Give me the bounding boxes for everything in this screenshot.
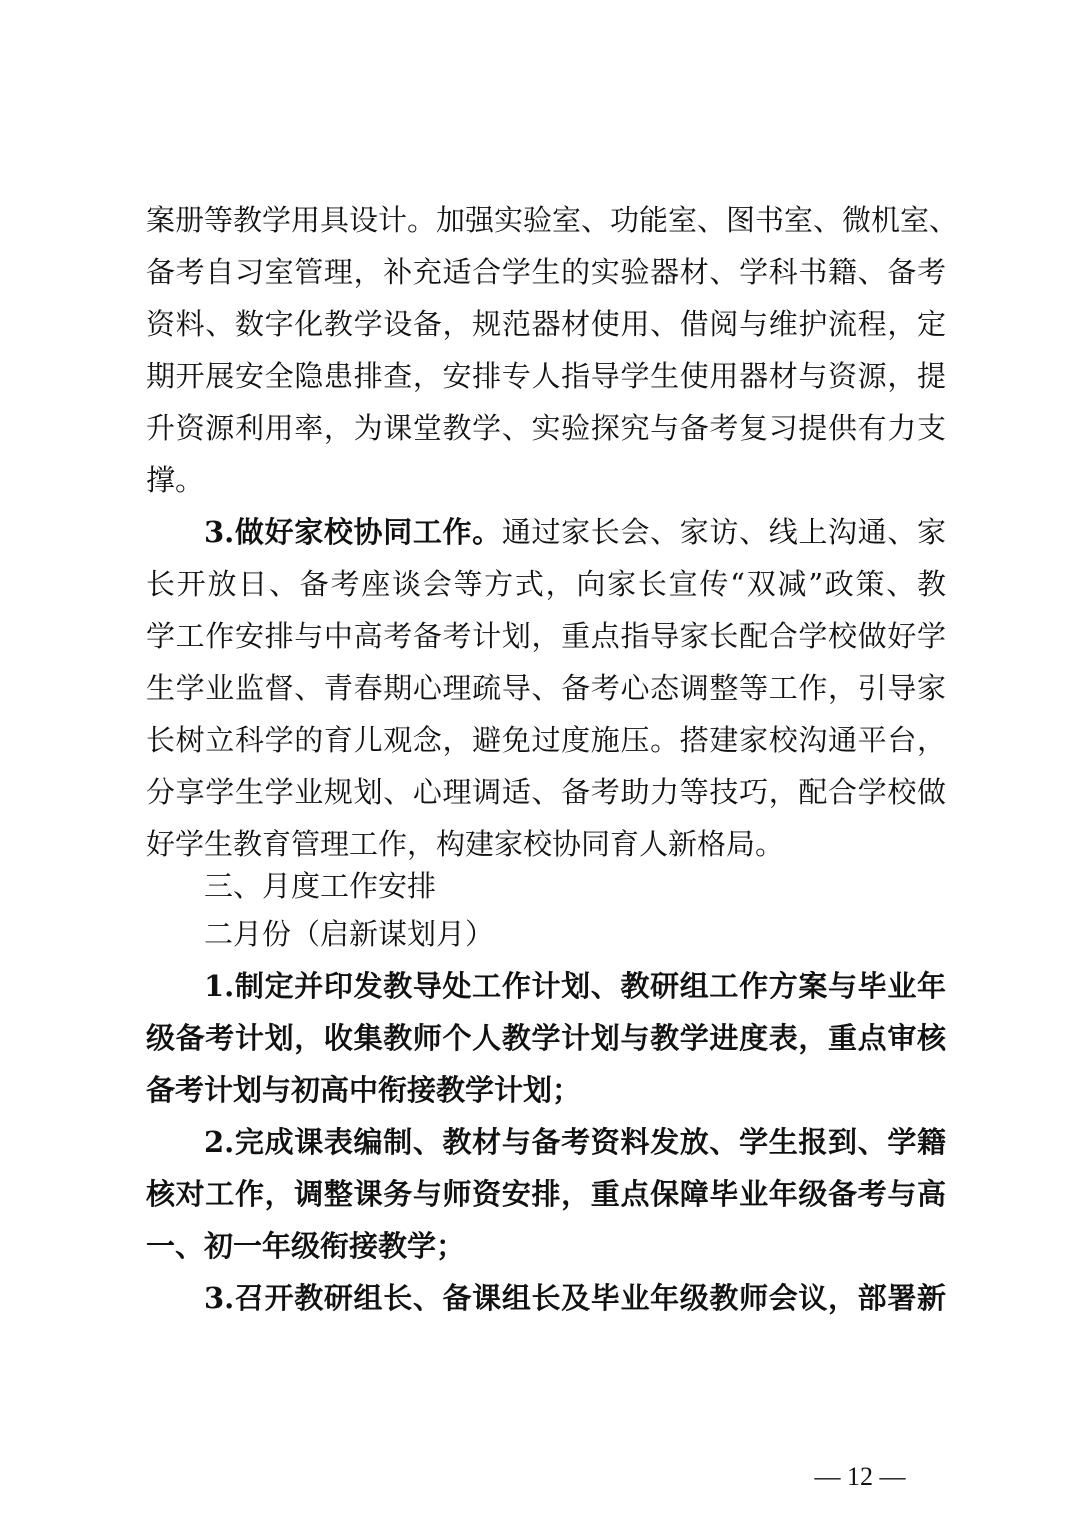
paragraph-line: 升资源利用率，为课堂教学、实验探究与备考复习提供有力支 xyxy=(146,411,946,445)
item-line: 一、初一年级衔接教学； xyxy=(146,1229,466,1263)
paragraph-line: 长树立科学的育儿观念，避免过度施压。搭建家校沟通平台， xyxy=(146,723,946,757)
item-first-line: 1.制定并印发教导处工作计划、教研组工作方案与毕业年 xyxy=(204,969,946,1003)
item-line: 级备考计划，收集教师个人教学计划与教学进度表，重点审核 xyxy=(146,1021,946,1055)
item-heading: 3.做好家校协同工作。 xyxy=(204,515,502,549)
paragraph-line: 撑。 xyxy=(146,463,205,497)
month-heading: 二月份（启新谋划月） xyxy=(204,917,495,951)
item-text: 通过家长会、家访、线上沟通、家 xyxy=(501,515,946,549)
paragraph-line: 分享学生学业规划、心理调适、备考助力等技巧，配合学校做 xyxy=(146,775,946,809)
item-first-line: 3.召开教研组长、备课组长及毕业年级教师会议，部署新 xyxy=(204,1281,946,1315)
paragraph-line: 好学生教育管理工作，构建家校协同育人新格局。 xyxy=(146,827,785,861)
item-line: 核对工作，调整课务与师资安排，重点保障毕业年级备考与高 xyxy=(146,1177,946,1211)
section-heading: 三、月度工作安排 xyxy=(204,869,437,903)
paragraph-line: 案册等教学用具设计。加强实验室、功能室、图书室、微机室、 xyxy=(146,203,959,237)
item-first-line: 2.完成课表编制、教材与备考资料发放、学生报到、学籍 xyxy=(204,1125,946,1159)
page-number: — 12 — xyxy=(814,1462,906,1491)
paragraph-line: 生学业监督、青春期心理疏导、备考心态调整等工作，引导家 xyxy=(146,671,946,705)
item-line: 备考计划与初高中衔接教学计划； xyxy=(146,1073,582,1107)
paragraph-line: 期开展安全隐患排查，安排专人指导学生使用器材与资源，提 xyxy=(146,359,946,393)
paragraph-line: 学工作安排与中高考备考计划，重点指导家长配合学校做好学 xyxy=(146,619,946,653)
paragraph-first-line xyxy=(204,512,946,552)
paragraph-line: 资料、数字化教学设备，规范器材使用、借阅与维护流程，定 xyxy=(146,307,946,341)
paragraph-line: 备考自习室管理，补充适合学生的实验器材、学科书籍、备考 xyxy=(146,255,946,289)
paragraph-line: 长开放日、备考座谈会等方式，向家长宣传“双减”政策、教 xyxy=(146,567,946,601)
